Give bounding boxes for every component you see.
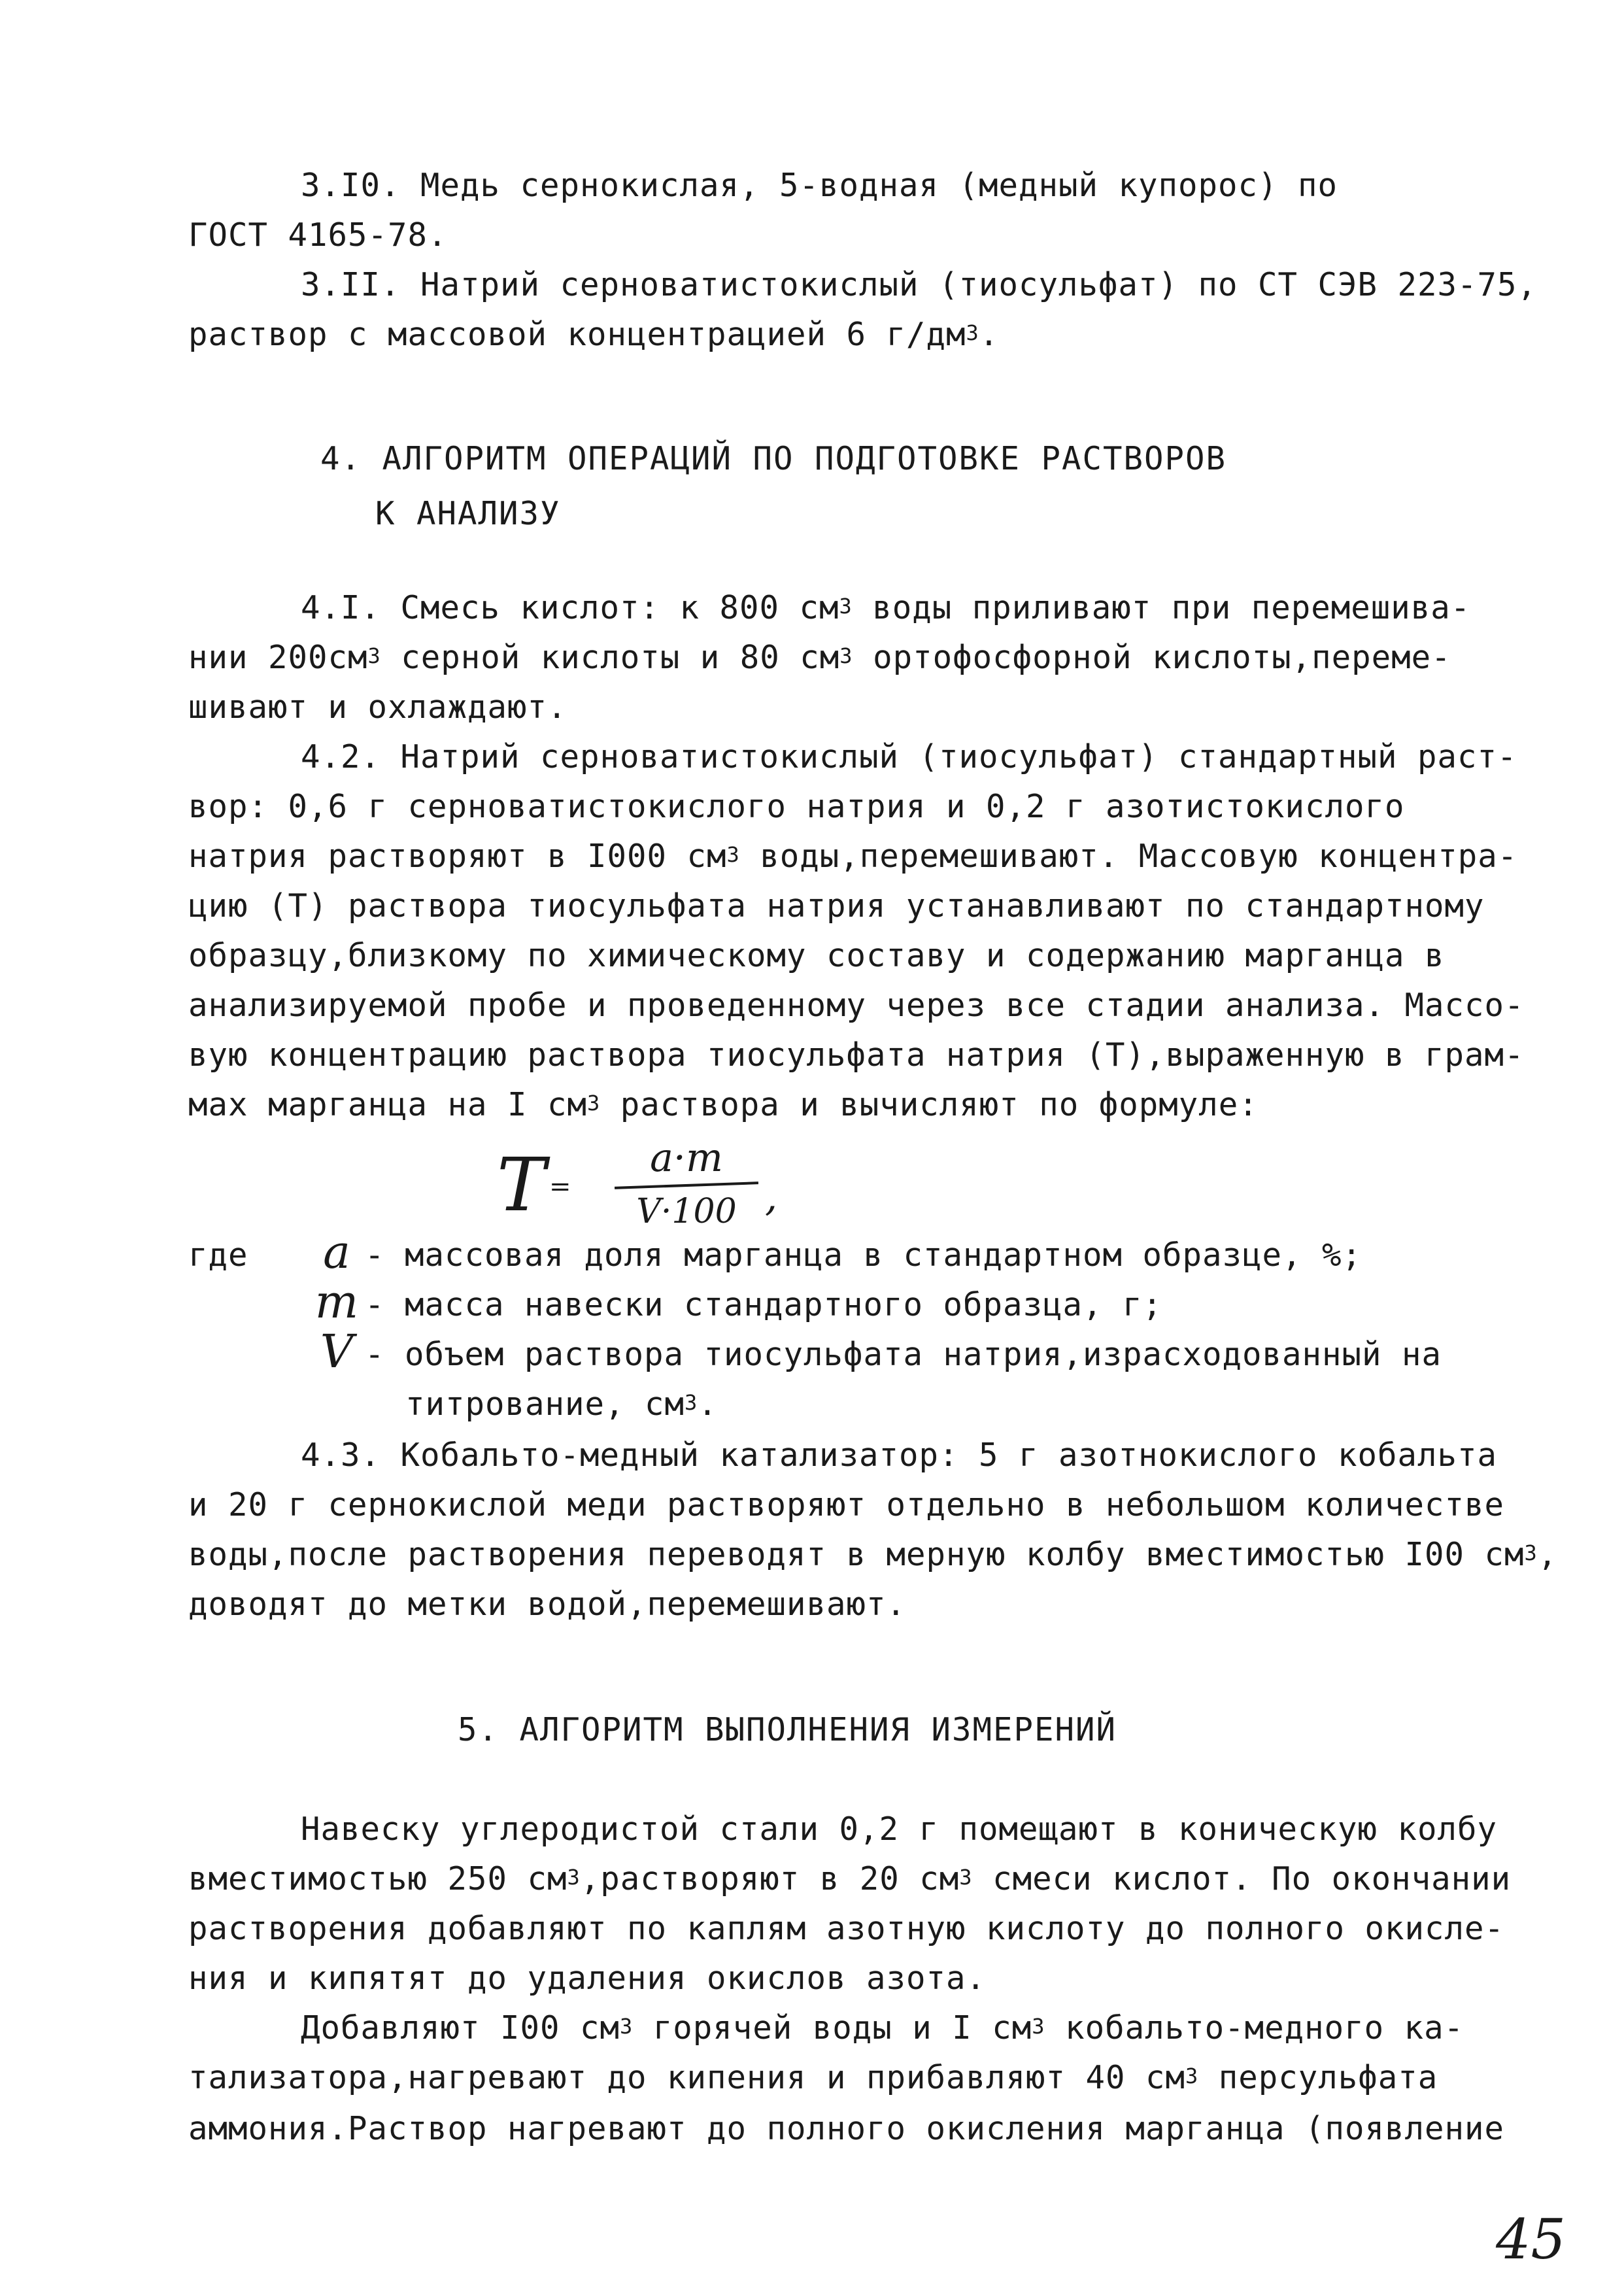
item-3-11-line1: 3.II. Натрий серноватистокислый (тиосульфат) по СТ СЭВ 223-75, bbox=[301, 266, 1538, 303]
para-4-2-line2: вор: 0,6 г серноватистокислого натрия и 0,2 г азотистокислого bbox=[188, 788, 1405, 825]
formula-lhs: T bbox=[497, 1143, 546, 1228]
section-5-para1-line2: вместимостью 250 $см^3,растворяют$ в 20 $см^3$ смеси кислот. По окончании bbox=[188, 1860, 1512, 1897]
where-m-definition: - масса навески стандартного образца, г; bbox=[365, 1286, 1163, 1323]
section-5-para2-line1: Добавляют I00 $см^3$ горячей воды и I $см^3$ кобальто-медного ка- bbox=[301, 2009, 1464, 2047]
para-4-2-line3: натрия растворяют в I000 $см^3$ воды,перемешивают. Массовую концентра- bbox=[188, 838, 1518, 875]
formula-denominator: V·100 bbox=[636, 1192, 737, 1231]
para-4-3-line2: и 20 г сернокислой меди растворяют отдельно в небольшом количестве bbox=[188, 1486, 1505, 1523]
para-4-3-line1: 4.3. Кобальто-медный катализатор: 5 г азотнокислого кобальта bbox=[301, 1436, 1498, 1474]
para-4-2-line8: мах марганца на I $см^3$ раствора и вычисляют по формуле: bbox=[188, 1086, 1259, 1123]
section-5-para2-line2: тализатора,нагревают до кипения и прибавляют 40 $см^3$ персульфата bbox=[188, 2059, 1438, 2096]
where-v-definition: - объем раствора тиосульфата натрия,израсходованный на bbox=[365, 1336, 1442, 1373]
formula-numerator: a·m bbox=[650, 1135, 723, 1181]
para-4-1-line2: нии $200см^3$ серной кислоты и 80 $см^3$ ортофосфорной кислоты,переме- bbox=[188, 639, 1451, 676]
para-4-2-line5: образцу,близкому по химическому составу и содержанию марганца в bbox=[188, 937, 1445, 974]
para-4-2-line1: 4.2. Натрий серноватистокислый (тиосульфат) стандартный раст- bbox=[301, 738, 1517, 775]
section-5-para1-line1: Навеску углеродистой стали 0,2 г помещают в коническую колбу bbox=[301, 1810, 1498, 1848]
page-number: 45 bbox=[1496, 2207, 1566, 2271]
item-3-11-line2: раствор с массовой концентрацией 6 $г/дм^3$. bbox=[188, 316, 1000, 353]
where-a-definition: - массовая доля марганца в стандартном образце, %; bbox=[365, 1236, 1362, 1274]
para-4-3-line3: воды,после растворения переводят в мерную колбу вместимостью I00 $см^3$, bbox=[188, 1536, 1558, 1573]
para-4-2-line4: цию (Т) раствора тиосульфата натрия устанавливают по стандартному bbox=[188, 887, 1485, 925]
symbol-m: m bbox=[314, 1275, 359, 1329]
para-4-1-line1: 4.I. Смесь кислот: к 800 $см^3$ воды приливают при перемешива- bbox=[301, 589, 1471, 626]
formula-equals: = bbox=[549, 1172, 571, 1202]
section-5-para1-line4: ния и кипятят до удаления окислов азота. bbox=[188, 1960, 987, 1997]
titer-formula bbox=[497, 1134, 824, 1239]
item-3-10-line2: ГОСТ 4165-78. bbox=[188, 216, 448, 254]
formula-fraction-bar bbox=[615, 1182, 758, 1189]
para-4-3-line4: доводят до метки водой,перемешивают. bbox=[188, 1586, 907, 1623]
symbol-v: V bbox=[320, 1325, 354, 1378]
section-5-para2-line3: аммония.Раствор нагревают до полного окисления марганца (появление bbox=[188, 2110, 1505, 2147]
section-4-heading-line1: 4. АЛГОРИТМ ОПЕРАЦИЙ ПО ПОДГОТОВКЕ РАСТВОРОВ bbox=[320, 440, 1227, 477]
formula-comma: , bbox=[765, 1174, 778, 1220]
symbol-a: a bbox=[323, 1225, 350, 1279]
section-4-heading-line2: К АНАЛИЗУ bbox=[375, 495, 561, 532]
section-5-heading: 5. АЛГОРИТМ ВЫПОЛНЕНИЯ ИЗМЕРЕНИЙ bbox=[458, 1711, 1117, 1748]
para-4-2-line6: анализируемой пробе и проведенному через все стадии анализа. Массо- bbox=[188, 987, 1525, 1024]
where-v-continuation: титрование, $см^3$. bbox=[405, 1386, 718, 1423]
where-label: где bbox=[188, 1236, 248, 1274]
para-4-1-line3: шивают и охлаждают. bbox=[188, 688, 567, 726]
item-3-10-line1: 3.I0. Медь сернокислая, 5-водная (медный купорос) по bbox=[301, 167, 1338, 204]
section-5-para1-line3: растворения добавляют по каплям азотную кислоту до полного окисле- bbox=[188, 1910, 1505, 1947]
para-4-2-line7: вую концентрацию раствора тиосульфата натрия (Т),выраженную в грам- bbox=[188, 1036, 1525, 1074]
